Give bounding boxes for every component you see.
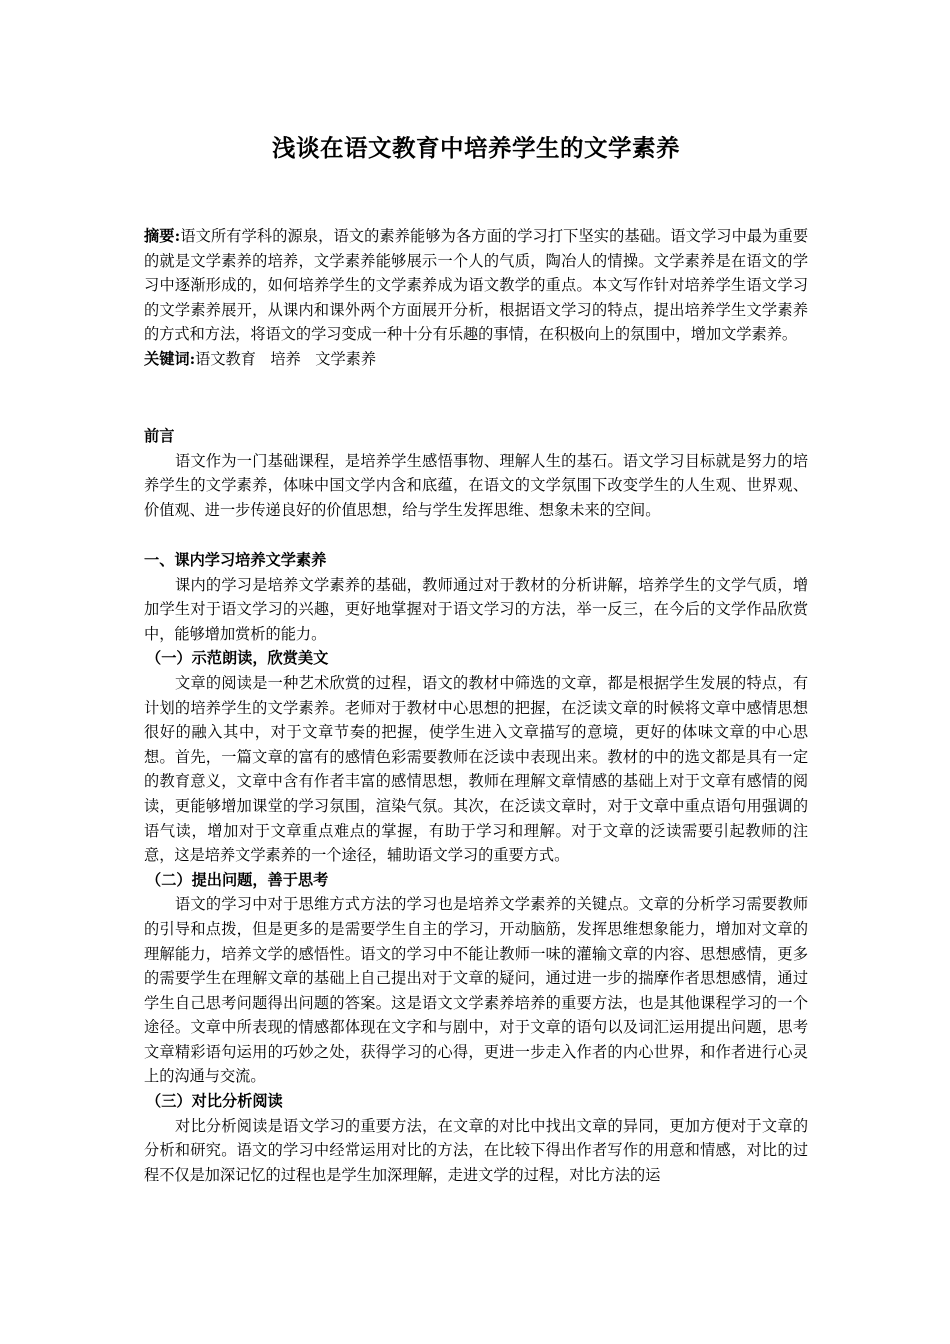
- keywords-label: 关键词:: [144, 349, 196, 368]
- subsection-2-paragraph: 语文的学习中对于思维方式方法的学习也是培养文学素养的关键点。文章的分析学习需要教师的引导和点拨，但是更多的是需要学生自主的学习，开动脑筋，发挥思维想象能力，增加对文章的理解能力，培养文学的感悟性。语文的学习中不能让教师一味的灌输文章的内容、思想感情，更多的需要学生在理解文章的基础上自己提出对于文章的疑问，通过进一步的揣摩作者思想感情，通过学生自己思考问题得出问题的答案。这是语文文学素养培养的重要方法，也是其他课程学习的一个途径。文章中所表现的情感都体现在文字和与剧中，对于文章的语句以及词汇运用提出问题，思考文章精彩语句运用的巧妙之处，获得学习的心得，更进一步走入作者的内心世界，和作者进行心灵上的沟通与交流。: [144, 895, 808, 1086]
- abstract-label: 摘要:: [144, 227, 181, 245]
- document-title: 浅谈在语文教育中培养学生的文学素养: [272, 134, 680, 162]
- subsection-3-heading: （三）对比分析阅读: [146, 1092, 283, 1111]
- preface-heading: 前言: [144, 427, 175, 445]
- preface-paragraph: 语文作为一门基础课程，是培养学生感悟事物、理解人生的基石。语文学习目标就是努力的培养学生的文学素养，体味中国文学内含和底蕴，在语文的文学氛围下改变学生的人生观、世界观、价值观、进一步传递良好的价值思想，给与学生发挥思维、想象未来的空间。: [144, 451, 808, 519]
- subsection-2-heading: （二）提出问题，善于思考: [146, 870, 329, 889]
- keywords-text: 语文教育 培养 文学素养: [195, 349, 377, 368]
- subsection-1-paragraph: 文章的阅读是一种艺术欣赏的过程，语文的教材中筛选的文章，都是根据学生发展的特点，有计划的培养学生的文学素养。老师对于教材中心思想的把握，在泛读文章的时候将文章中感情思想很好的融入其中，对于文章节奏的把握，使学生进入文章描写的意境，更好的体味文章的中心思想。首先，一篇文章的富有的感情色彩需要教师在泛读中表现出来。教材的中的选文都是具有一定的教育意义，文章中含有作者丰富的感情思想，教师在理解文章情感的基础上对于文章有感情的阅读，更能够增加课堂的学习氛围，渲染气氛。其次，在泛读文章时，对于文章中重点语句用强调的语气读，增加对于文章重点难点的掌握，有助于学习和理解。对于文章的泛读需要引起教师的注意，这是培养文学素养的一个途径，辅助语文学习的重要方式。: [144, 673, 808, 865]
- subsection-1-heading: （一）示范朗读，欣赏美文: [146, 649, 329, 668]
- section-1: [144, 548, 808, 1187]
- abstract-paragraph: [144, 224, 808, 347]
- preface-section: [144, 424, 808, 522]
- keywords-line: [144, 347, 808, 372]
- subsection-3-paragraph: 对比分析阅读是语文学习的重要方法，在文章的对比中找出文章的异同，更加方便对于文章的分析和研究。语文的学习中经常运用对比的方法，在比较下得出作者写作的用意和情感，对比的过程不仅是加深记忆的过程也是学生加深理解，走进文学的过程，对比方法的运: [144, 1116, 808, 1184]
- section-1-heading: 一、课内学习培养文学素养: [144, 551, 327, 569]
- section-1-intro: 课内的学习是培养文学素养的基础，教师通过对于教材的分析讲解，培养学生的文学气质，增加学生对于语文学习的兴趣，更好地掌握对于语文学习的方法，举一反三，在今后的文学作品欣赏中，能够增加赏析的能力。: [144, 575, 808, 643]
- abstract-block: [144, 224, 808, 372]
- abstract-text: 语文所有学科的源泉，语文的素养能够为各方面的学习打下坚实的基础。语文学习中最为重要的就是文学素养的培养，文学素养能够展示一个人的气质，陶冶人的情操。文学素养是在语文的学习中逐渐形成的，如何培养学生的文学素养成为语文教学的重点。本文写作针对培养学生语文学习的文学素养展开，从课内和课外两个方面展开分析，根据语文学习的特点，提出培养学生文学素养的方式和方法，将语文的学习变成一种十分有乐趣的事情，在积极向上的氛围中，增加文学素养。: [144, 227, 809, 344]
